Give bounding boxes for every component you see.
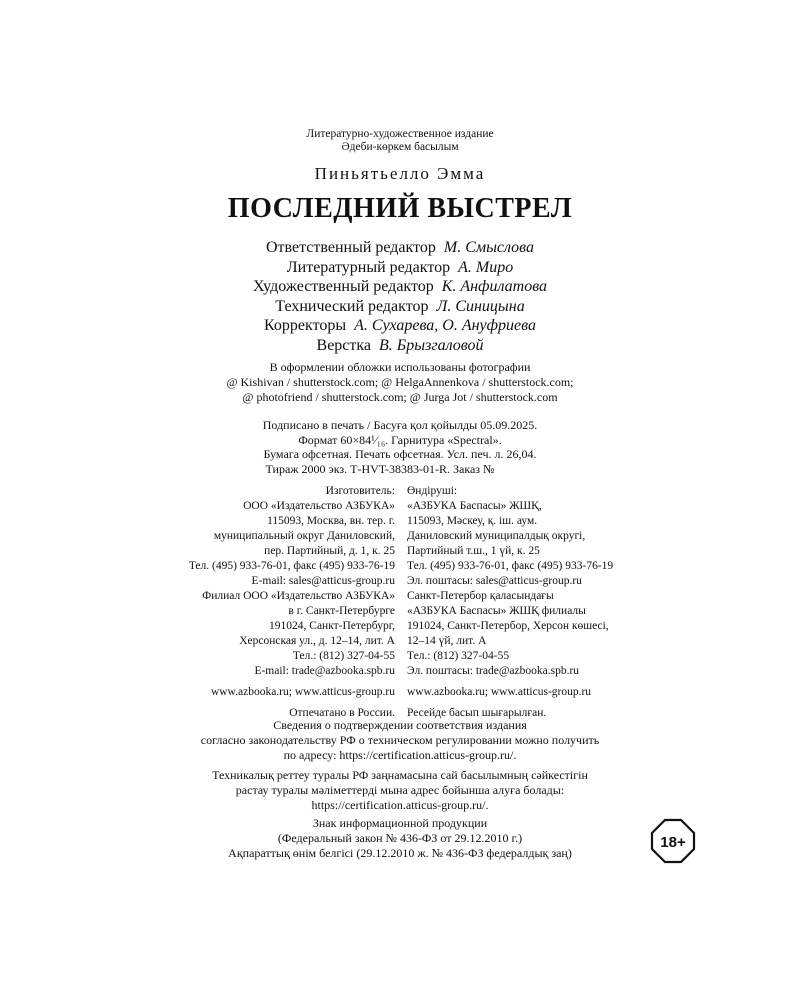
publisher-line: Эл. поштасы: sales@atticus-group.ru bbox=[407, 575, 582, 587]
publisher-line: Ресейде басып шығарылған. bbox=[407, 707, 547, 719]
credit-role: Литературный редактор bbox=[286, 258, 451, 276]
publisher-line: пер. Партийный, д. 1, к. 25 bbox=[264, 545, 395, 557]
imprint-line bbox=[0, 462, 800, 477]
age-rating-badge-icon bbox=[650, 818, 696, 864]
publisher-line: www.azbooka.ru; www.atticus-group.ru bbox=[407, 686, 592, 698]
credits-block bbox=[0, 238, 800, 355]
publisher-line: Өндіруші: bbox=[407, 485, 458, 497]
publisher-line: ООО «Издательство АЗБУКА» bbox=[243, 500, 395, 512]
cert-line: по адресу: https://certification.atticus-group.ru/. bbox=[283, 748, 517, 762]
publisher-line: в г. Санкт-Петербурге bbox=[288, 605, 395, 617]
publisher-info bbox=[150, 484, 650, 721]
imprint-line: Подписано в печать / Басуға қол қойылды 05.09.2025. bbox=[262, 418, 538, 432]
certification-kz bbox=[0, 768, 800, 813]
cover-line: В оформлении обложки использованы фотографии bbox=[269, 360, 531, 374]
print-run-text: Тираж 2000 экз. Т-HVT-38383-01-R. Заказ № bbox=[265, 461, 495, 476]
credit-line bbox=[0, 258, 800, 278]
age-line: (Федеральный закон № 436-ФЗ от 29.12.2010 г.) bbox=[277, 831, 523, 845]
publisher-line: Отпечатано в России. bbox=[289, 707, 395, 719]
credit-role: Технический редактор bbox=[275, 297, 429, 315]
credit-role: Корректоры bbox=[264, 317, 347, 334]
publisher-line: Даниловский муниципалдық округі, bbox=[407, 530, 586, 542]
credit-line bbox=[0, 238, 800, 258]
publisher-info-kz bbox=[407, 484, 650, 721]
credit-line bbox=[0, 316, 800, 336]
age-line: Знак информационной продукции bbox=[312, 816, 488, 830]
publisher-info-ru bbox=[150, 484, 407, 721]
publisher-line: Санкт-Петербор қаласындағы bbox=[407, 590, 554, 602]
credit-name: А. Миро bbox=[458, 258, 514, 276]
age-line: Ақпараттық өнім белгісі (29.12.2010 ж. № 436-ФЗ федералдық заң) bbox=[228, 846, 572, 860]
publisher-line: E-mail: sales@atticus-group.ru bbox=[251, 575, 395, 587]
credit-line bbox=[0, 277, 800, 297]
credit-name: К. Анфилатова bbox=[441, 278, 548, 295]
publisher-line: Тел. (495) 933-76-01, факс (495) 933-76-19 bbox=[188, 560, 395, 572]
age-rating-badge-text: 18+ bbox=[660, 834, 686, 851]
publisher-line: Партийный т.ш., 1 үй, к. 25 bbox=[407, 545, 540, 557]
publisher-line: www.azbooka.ru; www.atticus-group.ru bbox=[210, 686, 395, 698]
imprint-block bbox=[0, 418, 800, 476]
cert-line: растау туралы мәліметтерді мына адрес бойынша алуға болады: bbox=[235, 783, 565, 797]
publisher-line: 12–14 үй, лит. А bbox=[407, 635, 487, 647]
cert-line: Техникалық реттеу туралы РФ заңнамасына сай басылымның сәйкестігін bbox=[212, 768, 588, 782]
publisher-line: 191024, Санкт-Петербург, bbox=[269, 620, 395, 632]
publisher-line: Филиал ООО «Издательство АЗБУКА» bbox=[202, 590, 395, 602]
credit-line bbox=[0, 297, 800, 317]
imprint-line: Формат 60×84¹⁄₁₆. Гарнитура «Spectral». bbox=[298, 432, 502, 447]
cover-line: @ photofriend / shutterstock.com; @ Jurga Jot / shutterstock.com bbox=[242, 390, 558, 404]
credit-name: М. Смыслова bbox=[443, 239, 535, 256]
cover-line: @ Kishivan / shutterstock.com; @ HelgaAnnenkova / shutterstock.com; bbox=[226, 375, 574, 389]
publisher-line: Херсонская ул., д. 12–14, лит. А bbox=[239, 635, 395, 647]
publisher-line: муниципальный округ Даниловский, bbox=[213, 530, 395, 542]
publisher-line: 191024, Санкт-Петербор, Херсон көшесі, bbox=[407, 620, 609, 632]
credit-role: Художественный редактор bbox=[252, 278, 434, 295]
credit-line bbox=[0, 336, 800, 356]
publisher-line: 115093, Москва, вн. тер. г. bbox=[267, 515, 395, 527]
author-name: Пиньятьелло Эмма bbox=[314, 164, 486, 183]
credit-name: Л. Синицына bbox=[436, 297, 525, 315]
cert-line: https://certification.atticus-group.ru/. bbox=[311, 798, 489, 812]
cert-line: Сведения о подтверждении соответствия издания bbox=[273, 718, 527, 732]
cover-photo-credits bbox=[0, 360, 800, 405]
credit-role: Верстка bbox=[316, 336, 372, 354]
imprint-line: Бумага офсетная. Печать офсетная. Усл. печ. л. 26,04. bbox=[263, 447, 537, 461]
publisher-line: Тел. (495) 933-76-01, факс (495) 933-76-19 bbox=[407, 560, 614, 572]
credit-name: В. Брызгаловой bbox=[379, 336, 484, 354]
credit-role: Ответственный редактор bbox=[265, 239, 436, 256]
cert-line: согласно законодательству РФ о техническом регулировании можно получить bbox=[200, 733, 600, 747]
book-title: ПОСЛЕДНИЙ ВЫСТРЕЛ bbox=[227, 193, 573, 224]
genre-ru: Литературно-художественное издание bbox=[306, 128, 494, 140]
publisher-line: 115093, Мәскеу, қ. іш. аум. bbox=[407, 515, 538, 527]
publisher-line: E-mail: trade@azbooka.spb.ru bbox=[254, 665, 395, 677]
publisher-line: Тел.: (812) 327-04-55 bbox=[407, 650, 510, 662]
certification-ru bbox=[0, 718, 800, 763]
publisher-line: Эл. поштасы: trade@azbooka.spb.ru bbox=[407, 665, 580, 677]
publisher-line: «АЗБУКА Баспасы» ЖШҚ филиалы bbox=[407, 605, 586, 617]
publisher-line: Изготовитель: bbox=[325, 485, 395, 497]
genre-block bbox=[0, 128, 800, 154]
credit-name: А. Сухарева, О. Ануфриева bbox=[354, 317, 536, 334]
publisher-line: Тел.: (812) 327-04-55 bbox=[292, 650, 395, 662]
publisher-line: «АЗБУКА Баспасы» ЖШҚ, bbox=[407, 500, 542, 512]
genre-kz: Әдеби-көркем басылым bbox=[341, 141, 459, 153]
